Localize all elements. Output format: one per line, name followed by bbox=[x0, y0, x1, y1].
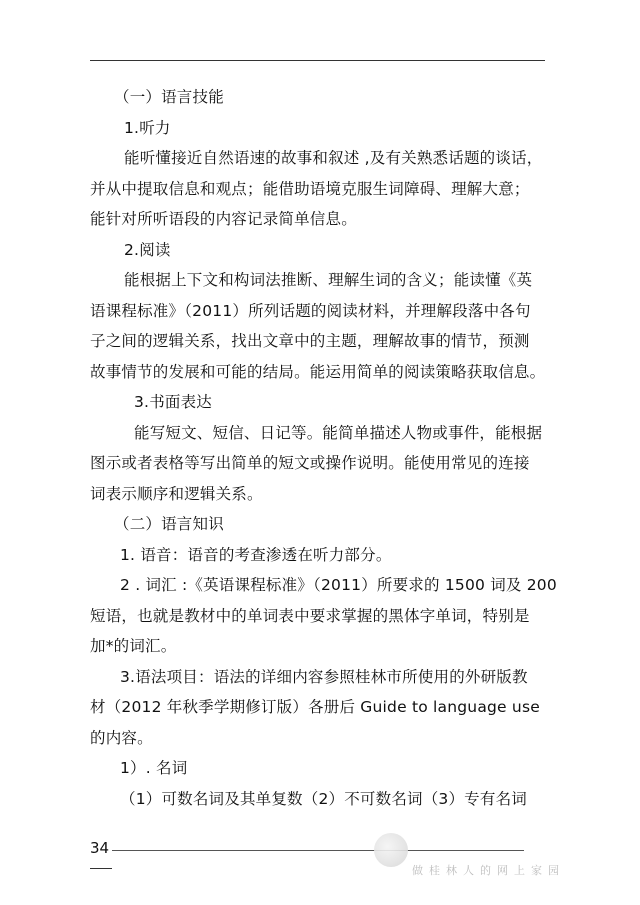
text-line: 语课程标准》（2011）所列话题的阅读材料，并理解段落中各句 bbox=[90, 301, 531, 320]
text-line: 短语，也就是教材中的单词表中要求掌握的黑体字单词，特别是 bbox=[90, 606, 530, 625]
watermark-text: 做桂林人的网上家园 bbox=[412, 864, 565, 877]
text-line: （一）语言技能 bbox=[114, 88, 224, 106]
text-line: 能写短文、短信、日记等。能简单描述人物或事件，能根据 bbox=[134, 423, 543, 442]
text-line: 2.阅读 bbox=[124, 240, 171, 259]
page-number-underline bbox=[90, 868, 112, 869]
text-line: 3.书面表达 bbox=[134, 393, 212, 411]
text-line: 1. 语音：语音的考查渗透在听力部分。 bbox=[120, 545, 392, 564]
text-line: （二）语言知识 bbox=[114, 515, 224, 533]
site-logo-icon bbox=[374, 833, 408, 867]
text-line: 的内容。 bbox=[90, 728, 153, 747]
footer-rule bbox=[112, 850, 524, 851]
text-line: 能针对所听语段的内容记录简单信息。 bbox=[90, 210, 357, 228]
text-line: 子之间的逻辑关系，找出文章中的主题，理解故事的情节，预测 bbox=[90, 332, 530, 350]
text-line: 能听懂接近自然语速的故事和叙述 ,及有关熟悉话题的谈话， bbox=[124, 149, 543, 167]
text-line: 加*的词汇。 bbox=[90, 637, 177, 655]
text-line: 并从中提取信息和观点；能借助语境克服生词障碍、理解大意； bbox=[90, 179, 530, 198]
text-line: 1.听力 bbox=[124, 118, 171, 137]
text-line: 1）. 名词 bbox=[120, 759, 188, 777]
text-line: 3.语法项目：语法的详细内容参照桂林市所使用的外研版教 bbox=[120, 667, 528, 686]
text-line: 2 . 词汇 :《英语课程标准》（2011）所要求的 1500 词及 200 bbox=[120, 576, 557, 594]
text-line: 词表示顺序和逻辑关系。 bbox=[90, 484, 263, 503]
document-body bbox=[90, 82, 557, 814]
text-line: （1）可数名词及其单复数（2）不可数名词（3）专有名词 bbox=[120, 789, 527, 808]
text-line: 材（2012 年秋季学期修订版）各册后 Guide to language use bbox=[90, 698, 540, 716]
text-line: 图示或者表格等写出简单的短文或操作说明。能使用常见的连接 bbox=[90, 454, 530, 472]
page-number: 34 bbox=[90, 839, 110, 857]
text-line: 故事情节的发展和可能的结局。能运用简单的阅读策略获取信息。 bbox=[90, 362, 546, 381]
header-rule bbox=[90, 60, 545, 61]
text-line: 能根据上下文和构词法推断、理解生词的含义；能读懂《英 bbox=[124, 271, 533, 289]
